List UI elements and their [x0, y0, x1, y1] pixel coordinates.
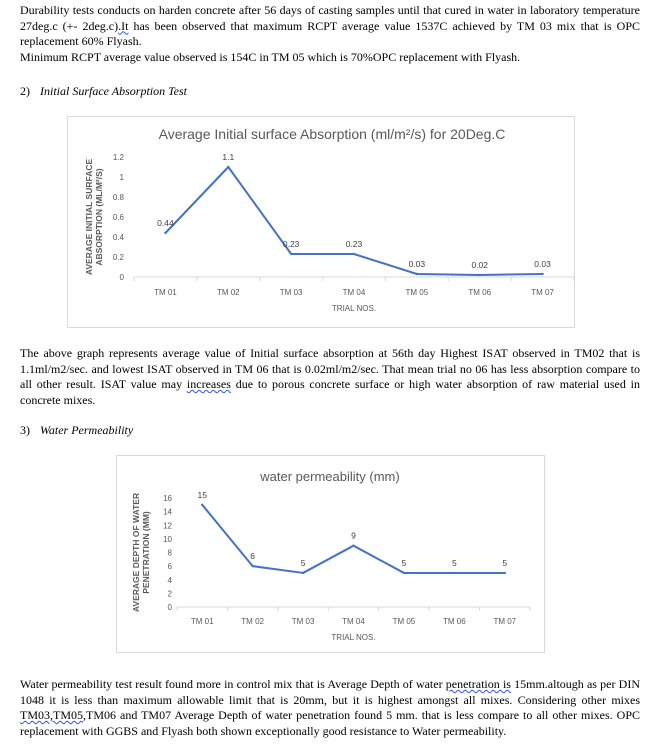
section-2-heading: [20, 84, 187, 99]
y-tick-label: 10: [163, 534, 172, 544]
data-label: 0.03: [408, 259, 426, 269]
y-axis-label-line: ABSORPTION (ML/M²/S): [94, 168, 104, 266]
data-label: 0.23: [282, 239, 300, 249]
intro-text-1: Durability tests conducts on harden concrete after 56 days of casting samples until that cured in water in laboratory temperature 27deg.c (+- 2deg.c): [20, 3, 640, 33]
y-tick-label: 0.6: [112, 213, 124, 222]
data-label: 0.44: [157, 218, 174, 228]
x-tick-label: TM 01: [154, 288, 177, 297]
y-tick-label: 0.2: [112, 253, 124, 262]
data-point: [290, 253, 292, 255]
y-axis-label-line: AVERAGE INITIAL SURFACE: [84, 158, 94, 276]
section-3-number: 3): [20, 423, 30, 437]
data-point: [479, 274, 481, 276]
y-tick-label: 2: [167, 589, 172, 599]
data-label: 5: [401, 557, 407, 568]
perm-text-3: ,TM06 and TM07 Average Depth of water penetration found 5 mm. that is less compare to all other mixes. OPC replacement with GGBS and Flyash both shown exceptionally good resistance to Water permeability.: [20, 708, 640, 738]
data-label: 5: [300, 557, 306, 568]
y-tick-label: 0: [119, 273, 124, 282]
series-line: [165, 167, 542, 275]
data-label: 15: [197, 489, 207, 500]
data-label: 0.23: [345, 239, 363, 249]
y-tick-label: 4: [167, 575, 172, 585]
permeability-paragraph: [20, 677, 640, 739]
x-tick-label: TM 02: [241, 617, 264, 626]
y-axis-label: [84, 159, 104, 276]
isa-text-1: The above graph represents average value of Initial surface absorption at 56th day Highest ISAT observed in TM02 that is 1.1ml/m2/sec. and lowest ISAT observed in TM 06 that is 0.02ml/m2/sec. That mean trial no 06 has less absorption compare to all other result. ISAT value may: [20, 346, 640, 391]
isa-chart: [67, 116, 575, 328]
data-point: [403, 572, 405, 574]
y-tick-label: 0.8: [112, 193, 124, 202]
x-tick-label: TM 02: [216, 288, 240, 297]
isa-spell-mark: increases: [186, 377, 231, 391]
data-point: [251, 565, 253, 567]
x-tick-label: TM 06: [443, 617, 466, 626]
chart-title: Average Initial surface Absorption (ml/m²/s) for 20Deg.C: [158, 126, 506, 142]
x-tick-label: TM 05: [405, 288, 429, 297]
isa-text-2: due to porous concrete surface or high water absorption of raw material used in concrete mixes.: [20, 377, 640, 407]
x-tick-label: TM 07: [493, 617, 517, 626]
y-tick-label: 12: [163, 521, 172, 531]
intro-text-2: has been observed that maximum RCPT average value 1537C achieved by TM 03 mix that is OPC replacement 60% Flyash.: [20, 18, 640, 48]
y-tick-label: 0: [167, 603, 172, 612]
y-tick-label: 8: [167, 548, 172, 558]
x-tick-label: TM 03: [279, 288, 303, 297]
permeability-chart-svg: [117, 456, 544, 652]
permeability-chart: [116, 455, 545, 653]
y-axis-label-line: PENETRATION (MM): [141, 511, 151, 594]
intro-spell-mark: .It: [118, 18, 129, 33]
section-2-number: 2): [20, 84, 30, 98]
perm-spell-mark-1: penetration is: [445, 677, 511, 691]
perm-text-2: 15mm.altough as per DIN 1048 it is less than maximum allowable limit that is 20mm, but it is highest amongst all mixes. Considering other mixes: [20, 677, 640, 707]
chart-title: water permeability (mm): [260, 469, 400, 484]
perm-text-1: Water permeability test result found more in control mix that is Average Depth of water: [20, 677, 446, 691]
y-tick-label: 1: [119, 173, 124, 182]
y-tick-label: 16: [163, 494, 172, 503]
section-3-heading: [20, 423, 133, 438]
section-2-title: Initial Surface Absorption Test: [40, 84, 188, 98]
x-tick-label: TM 04: [342, 288, 366, 297]
data-label: 0.02: [471, 260, 488, 270]
isa-paragraph: [20, 346, 640, 408]
data-point: [504, 572, 506, 574]
intro-paragraph: [20, 3, 640, 65]
data-point: [352, 544, 354, 546]
data-point: [353, 253, 355, 255]
perm-spell-mark-2: TM03,TM05: [20, 708, 83, 722]
data-point: [541, 273, 543, 275]
x-axis-label: TRIAL NOS.: [331, 304, 377, 313]
data-label: 9: [351, 530, 356, 541]
x-tick-label: TM 06: [468, 288, 492, 297]
x-tick-label: TM 07: [531, 288, 554, 297]
intro-text-3: Minimum RCPT average value observed is 154C in TM 05 which is 70%OPC replacement with Flyash.: [20, 49, 521, 64]
data-label: 6: [250, 551, 256, 562]
data-label: 5: [502, 557, 508, 568]
data-label: 5: [451, 557, 457, 568]
x-tick-label: TM 04: [342, 617, 365, 626]
x-axis-label: TRIAL NOS.: [331, 633, 376, 642]
data-point: [164, 232, 166, 234]
data-point: [227, 166, 229, 168]
y-tick-label: 6: [167, 562, 172, 572]
y-tick-label: 14: [163, 507, 172, 517]
data-point: [416, 273, 418, 275]
data-label: 0.03: [534, 259, 551, 269]
data-point: [302, 572, 304, 574]
y-tick-label: 0.4: [112, 233, 124, 242]
y-axis-label: [131, 493, 151, 612]
section-3-title: Water Permeability: [40, 423, 134, 437]
data-point: [453, 572, 455, 574]
x-tick-label: TM 01: [190, 617, 214, 626]
data-point: [201, 504, 203, 506]
x-tick-label: TM 03: [291, 617, 315, 626]
x-tick-label: TM 05: [392, 617, 416, 626]
y-tick-label: 1.2: [112, 153, 124, 162]
data-label: 1.1: [222, 152, 235, 162]
y-axis-label-line: AVERAGE DEPTH OF WATER: [131, 492, 141, 613]
isa-chart-svg: [68, 117, 574, 327]
